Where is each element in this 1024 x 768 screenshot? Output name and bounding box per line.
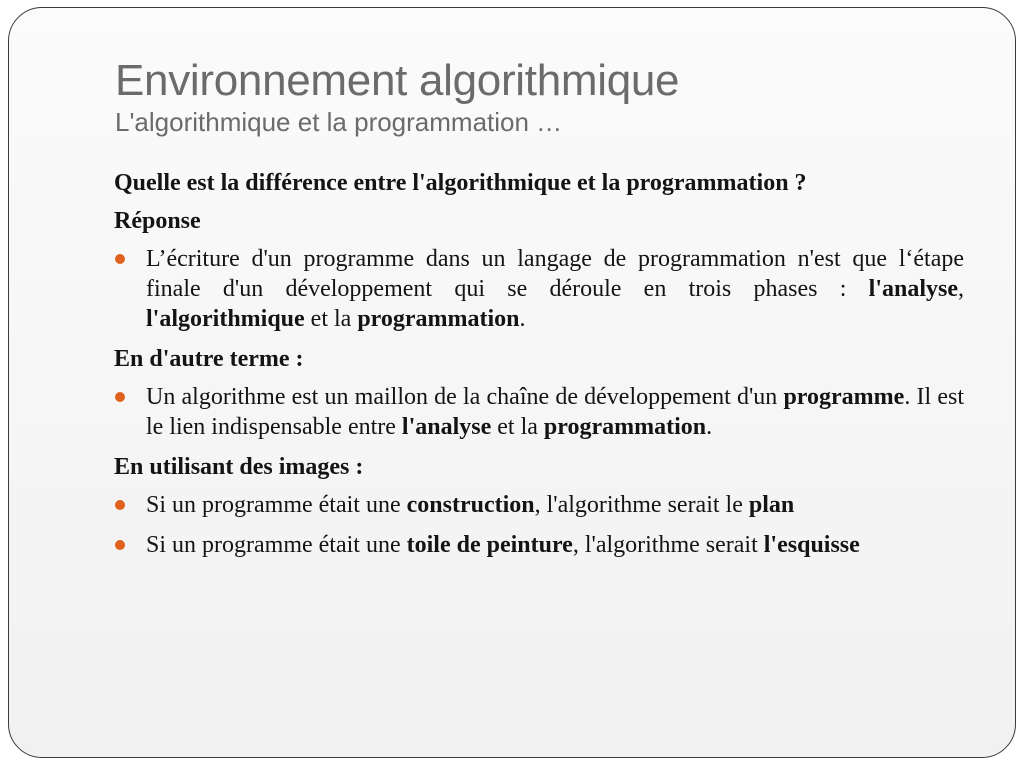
bullet-icon bbox=[115, 392, 125, 402]
bullet-icon bbox=[115, 540, 125, 550]
bullet-icon bbox=[115, 254, 125, 264]
bullet-text: . Il est le lien indispensable entre bbox=[146, 384, 964, 440]
bullet-item-phases bbox=[114, 244, 964, 334]
section-heading-autre-terme: En d'autre terme : bbox=[114, 346, 304, 372]
keyword-esquisse: l'esquisse bbox=[763, 532, 860, 558]
slide-content bbox=[114, 168, 964, 570]
slide-subtitle: L'algorithmique et la programmation … bbox=[115, 107, 563, 137]
bullet-text: . bbox=[706, 414, 713, 440]
bullet-text: . bbox=[519, 306, 526, 332]
slide bbox=[8, 7, 1016, 758]
bullet-text: Si un programme était une bbox=[146, 532, 407, 558]
bullet-text: Un algorithme est un maillon de la chaîne de développement d'un bbox=[146, 384, 784, 410]
keyword-plan: plan bbox=[748, 492, 795, 518]
bullet-text: et la bbox=[491, 414, 544, 440]
question-text: Quelle est la différence entre l'algorithmique et la programmation ? bbox=[114, 170, 807, 196]
keyword-programmation: programmation bbox=[357, 306, 520, 332]
bullet-item-maillon bbox=[114, 382, 964, 442]
bullet-text: et la bbox=[304, 306, 358, 332]
bullet-text: , l'algorithme serait bbox=[572, 532, 764, 558]
bullet-text: , bbox=[958, 276, 964, 302]
bullet-item-peinture bbox=[114, 530, 964, 560]
keyword-programme: programme bbox=[783, 384, 905, 410]
bullet-icon bbox=[115, 500, 125, 510]
keyword-analyse: l'analyse bbox=[868, 276, 958, 302]
keyword-toile-de-peinture: toile de peinture bbox=[406, 532, 573, 558]
section-heading-images: En utilisant des images : bbox=[114, 454, 364, 480]
keyword-construction: construction bbox=[406, 492, 535, 518]
keyword-algorithmique: l'algorithmique bbox=[146, 306, 305, 332]
bullet-text: Si un programme était une bbox=[146, 492, 407, 518]
title-block bbox=[115, 56, 975, 138]
keyword-programmation: programmation bbox=[543, 414, 707, 440]
answer-heading: Réponse bbox=[114, 208, 201, 234]
bullet-text: , l'algorithme serait le bbox=[534, 492, 749, 518]
bullet-item-construction bbox=[114, 490, 964, 520]
bullet-text: L’écriture d'un programme dans un langage de programmation n'est que l‘étape finale d'un développement qui se déroule en trois phases : bbox=[146, 246, 964, 302]
slide-title: Environnement algorithmique bbox=[115, 56, 680, 105]
keyword-analyse: l'analyse bbox=[401, 414, 492, 440]
